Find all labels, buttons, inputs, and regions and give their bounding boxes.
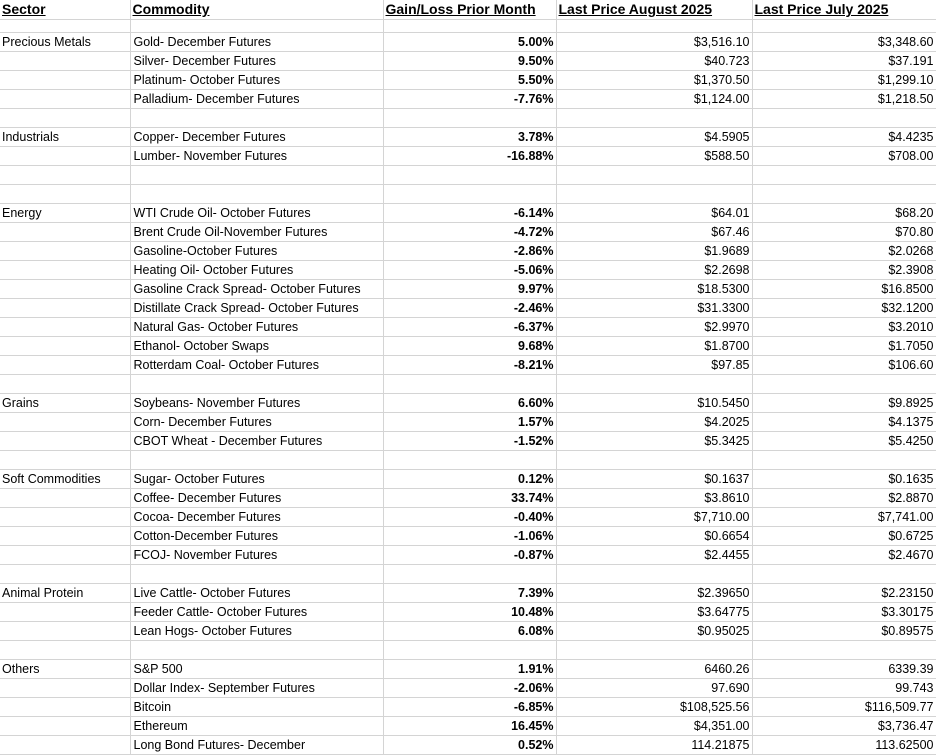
table-row (0, 394, 936, 413)
last-price-july-cell: 6339.39 (752, 660, 936, 679)
last-price-july-cell: $708.00 (752, 147, 936, 166)
gain-loss-cell: 3.78% (383, 128, 556, 147)
last-price-august-cell: $2.2698 (556, 261, 752, 280)
empty-cell (752, 565, 936, 584)
last-price-july-cell: $16.8500 (752, 280, 936, 299)
commodity-cell: Gasoline Crack Spread- October Futures (130, 280, 383, 299)
last-price-august-cell: 6460.26 (556, 660, 752, 679)
empty-cell (752, 451, 936, 470)
last-price-august-cell: $31.3300 (556, 299, 752, 318)
commodity-cell: Lumber- November Futures (130, 147, 383, 166)
sector-cell (0, 90, 130, 109)
last-price-august-cell: $1,124.00 (556, 90, 752, 109)
sector-cell (0, 318, 130, 337)
last-price-july-cell: $2.8870 (752, 489, 936, 508)
empty-cell (752, 20, 936, 33)
empty-cell (0, 451, 130, 470)
sector-cell (0, 527, 130, 546)
commodity-cell: Ethereum (130, 717, 383, 736)
last-price-july-cell: $1,218.50 (752, 90, 936, 109)
table-row (0, 698, 936, 717)
commodity-cell: Silver- December Futures (130, 52, 383, 71)
last-price-july-cell: $4.4235 (752, 128, 936, 147)
sector-cell (0, 356, 130, 375)
sector-cell (0, 603, 130, 622)
last-price-august-cell: $2.39650 (556, 584, 752, 603)
commodity-cell: Coffee- December Futures (130, 489, 383, 508)
last-price-august-cell: $67.46 (556, 223, 752, 242)
blank-row (0, 641, 936, 660)
gain-loss-cell: -6.14% (383, 204, 556, 223)
commodity-cell: Palladium- December Futures (130, 90, 383, 109)
last-price-august-cell: $18.5300 (556, 280, 752, 299)
table-row (0, 736, 936, 755)
gain-loss-cell: 1.57% (383, 413, 556, 432)
last-price-july-cell: 99.743 (752, 679, 936, 698)
gain-loss-cell: -0.87% (383, 546, 556, 565)
empty-cell (752, 109, 936, 128)
table-row (0, 527, 936, 546)
empty-cell (383, 166, 556, 185)
empty-cell (556, 451, 752, 470)
sector-cell: Grains (0, 394, 130, 413)
commodity-cell: Cotton-December Futures (130, 527, 383, 546)
last-price-july-cell: $3.2010 (752, 318, 936, 337)
last-price-july-cell: $0.6725 (752, 527, 936, 546)
last-price-july-cell: $0.1635 (752, 470, 936, 489)
gain-loss-cell: 10.48% (383, 603, 556, 622)
table-body (0, 20, 936, 755)
header-last-price-august: Last Price August 2025 (556, 0, 752, 20)
sector-cell (0, 622, 130, 641)
gain-loss-cell: -6.85% (383, 698, 556, 717)
commodity-cell: Long Bond Futures- December (130, 736, 383, 755)
sector-cell (0, 280, 130, 299)
table-row (0, 204, 936, 223)
empty-cell (130, 375, 383, 394)
empty-cell (0, 641, 130, 660)
table-row (0, 356, 936, 375)
commodity-cell: Gasoline-October Futures (130, 242, 383, 261)
sector-cell: Soft Commodities (0, 470, 130, 489)
last-price-august-cell: $40.723 (556, 52, 752, 71)
last-price-august-cell: $0.95025 (556, 622, 752, 641)
table-row (0, 337, 936, 356)
last-price-july-cell: $0.89575 (752, 622, 936, 641)
empty-cell (556, 109, 752, 128)
sector-cell: Others (0, 660, 130, 679)
last-price-july-cell: $106.60 (752, 356, 936, 375)
sector-cell (0, 223, 130, 242)
commodity-cell: Bitcoin (130, 698, 383, 717)
table-row (0, 90, 936, 109)
table-row (0, 413, 936, 432)
commodity-cell: Dollar Index- September Futures (130, 679, 383, 698)
blank-row (0, 375, 936, 394)
table-row (0, 470, 936, 489)
table-row (0, 52, 936, 71)
last-price-august-cell: $4,351.00 (556, 717, 752, 736)
gain-loss-cell: -0.40% (383, 508, 556, 527)
gain-loss-cell: 7.39% (383, 584, 556, 603)
last-price-july-cell: $68.20 (752, 204, 936, 223)
empty-cell (383, 641, 556, 660)
last-price-july-cell: $3,348.60 (752, 33, 936, 52)
commodity-cell: Cocoa- December Futures (130, 508, 383, 527)
empty-cell (752, 641, 936, 660)
sector-cell: Precious Metals (0, 33, 130, 52)
commodity-cell: S&P 500 (130, 660, 383, 679)
table-row (0, 280, 936, 299)
gain-loss-cell: -4.72% (383, 223, 556, 242)
gain-loss-cell: 5.50% (383, 71, 556, 90)
table-row (0, 717, 936, 736)
last-price-july-cell: $7,741.00 (752, 508, 936, 527)
empty-cell (130, 166, 383, 185)
sector-cell: Energy (0, 204, 130, 223)
commodity-cell: FCOJ- November Futures (130, 546, 383, 565)
last-price-august-cell: 114.21875 (556, 736, 752, 755)
last-price-august-cell: $2.9970 (556, 318, 752, 337)
table-row (0, 318, 936, 337)
gain-loss-cell: -5.06% (383, 261, 556, 280)
empty-cell (556, 20, 752, 33)
commodity-cell: Platinum- October Futures (130, 71, 383, 90)
last-price-july-cell: $2.0268 (752, 242, 936, 261)
last-price-july-cell: $1.7050 (752, 337, 936, 356)
empty-cell (752, 375, 936, 394)
last-price-august-cell: $1.9689 (556, 242, 752, 261)
empty-cell (0, 565, 130, 584)
sector-cell (0, 299, 130, 318)
gain-loss-cell: 1.91% (383, 660, 556, 679)
gain-loss-cell: 9.68% (383, 337, 556, 356)
sector-cell (0, 698, 130, 717)
last-price-july-cell: $2.3908 (752, 261, 936, 280)
table-row (0, 603, 936, 622)
gain-loss-cell: -8.21% (383, 356, 556, 375)
sector-cell (0, 261, 130, 280)
gain-loss-cell: 9.50% (383, 52, 556, 71)
sector-cell (0, 717, 130, 736)
empty-cell (130, 109, 383, 128)
commodity-cell: WTI Crude Oil- October Futures (130, 204, 383, 223)
empty-cell (130, 641, 383, 660)
gain-loss-cell: -6.37% (383, 318, 556, 337)
table-row (0, 242, 936, 261)
header-gain-loss: Gain/Loss Prior Month (383, 0, 556, 20)
empty-cell (383, 109, 556, 128)
commodity-cell: Brent Crude Oil-November Futures (130, 223, 383, 242)
table-row (0, 128, 936, 147)
empty-cell (383, 375, 556, 394)
last-price-august-cell: $4.2025 (556, 413, 752, 432)
empty-cell (130, 565, 383, 584)
empty-cell (752, 166, 936, 185)
table-row (0, 660, 936, 679)
blank-row (0, 109, 936, 128)
last-price-august-cell: $5.3425 (556, 432, 752, 451)
header-commodity: Commodity (130, 0, 383, 20)
empty-cell (383, 451, 556, 470)
last-price-august-cell: $10.5450 (556, 394, 752, 413)
commodity-cell: Natural Gas- October Futures (130, 318, 383, 337)
empty-cell (752, 185, 936, 204)
commodity-cell: Sugar- October Futures (130, 470, 383, 489)
commodity-cell: Lean Hogs- October Futures (130, 622, 383, 641)
commodity-cell: Distillate Crack Spread- October Futures (130, 299, 383, 318)
empty-cell (556, 166, 752, 185)
last-price-july-cell: $5.4250 (752, 432, 936, 451)
gain-loss-cell: -1.06% (383, 527, 556, 546)
last-price-august-cell: $64.01 (556, 204, 752, 223)
gain-loss-cell: 9.97% (383, 280, 556, 299)
empty-cell (130, 20, 383, 33)
empty-cell (0, 109, 130, 128)
commodity-cell: Heating Oil- October Futures (130, 261, 383, 280)
commodity-cell: Corn- December Futures (130, 413, 383, 432)
table-row (0, 261, 936, 280)
header-row (0, 0, 936, 20)
empty-cell (383, 565, 556, 584)
last-price-july-cell: $116,509.77 (752, 698, 936, 717)
empty-cell (0, 166, 130, 185)
blank-row (0, 185, 936, 204)
table-row (0, 299, 936, 318)
empty-cell (556, 185, 752, 204)
empty-cell (556, 565, 752, 584)
last-price-july-cell: $32.1200 (752, 299, 936, 318)
last-price-july-cell: $37.191 (752, 52, 936, 71)
gain-loss-cell: 0.52% (383, 736, 556, 755)
table-row (0, 223, 936, 242)
last-price-july-cell: $4.1375 (752, 413, 936, 432)
commodity-cell: Rotterdam Coal- October Futures (130, 356, 383, 375)
header-sector: Sector (0, 0, 130, 20)
gain-loss-cell: 6.60% (383, 394, 556, 413)
commodity-cell: Feeder Cattle- October Futures (130, 603, 383, 622)
gain-loss-cell: 16.45% (383, 717, 556, 736)
last-price-july-cell: 113.62500 (752, 736, 936, 755)
commodity-cell: CBOT Wheat - December Futures (130, 432, 383, 451)
empty-cell (383, 185, 556, 204)
sector-cell (0, 147, 130, 166)
empty-cell (383, 20, 556, 33)
last-price-august-cell: $2.4455 (556, 546, 752, 565)
empty-cell (0, 375, 130, 394)
commodity-cell: Gold- December Futures (130, 33, 383, 52)
sector-cell (0, 242, 130, 261)
last-price-august-cell: 97.690 (556, 679, 752, 698)
table-row (0, 546, 936, 565)
last-price-august-cell: $588.50 (556, 147, 752, 166)
table-row (0, 508, 936, 527)
empty-cell (556, 375, 752, 394)
last-price-august-cell: $1,370.50 (556, 71, 752, 90)
gain-loss-cell: -1.52% (383, 432, 556, 451)
gain-loss-cell: -2.86% (383, 242, 556, 261)
commodity-cell: Live Cattle- October Futures (130, 584, 383, 603)
blank-row (0, 565, 936, 584)
gain-loss-cell: 6.08% (383, 622, 556, 641)
sector-cell: Animal Protein (0, 584, 130, 603)
last-price-july-cell: $3,736.47 (752, 717, 936, 736)
sector-cell (0, 432, 130, 451)
last-price-august-cell: $4.5905 (556, 128, 752, 147)
gain-loss-cell: -2.46% (383, 299, 556, 318)
blank-row (0, 166, 936, 185)
sector-cell (0, 736, 130, 755)
last-price-august-cell: $3,516.10 (556, 33, 752, 52)
table-row (0, 432, 936, 451)
last-price-july-cell: $1,299.10 (752, 71, 936, 90)
table-row (0, 489, 936, 508)
table-row (0, 33, 936, 52)
sector-cell (0, 546, 130, 565)
empty-cell (130, 185, 383, 204)
table-row (0, 71, 936, 90)
last-price-july-cell: $2.4670 (752, 546, 936, 565)
last-price-july-cell: $2.23150 (752, 584, 936, 603)
gain-loss-cell: -16.88% (383, 147, 556, 166)
table-row (0, 147, 936, 166)
table-row (0, 584, 936, 603)
sector-cell (0, 52, 130, 71)
table-row (0, 622, 936, 641)
last-price-august-cell: $7,710.00 (556, 508, 752, 527)
gain-loss-cell: -7.76% (383, 90, 556, 109)
commodity-cell: Ethanol- October Swaps (130, 337, 383, 356)
sector-cell: Industrials (0, 128, 130, 147)
empty-cell (0, 185, 130, 204)
commodity-cell: Soybeans- November Futures (130, 394, 383, 413)
last-price-july-cell: $3.30175 (752, 603, 936, 622)
sector-cell (0, 71, 130, 90)
empty-cell (556, 641, 752, 660)
sector-cell (0, 679, 130, 698)
last-price-august-cell: $3.8610 (556, 489, 752, 508)
last-price-august-cell: $0.6654 (556, 527, 752, 546)
gain-loss-cell: 33.74% (383, 489, 556, 508)
sector-cell (0, 413, 130, 432)
empty-cell (0, 20, 130, 33)
empty-cell (130, 451, 383, 470)
blank-row (0, 451, 936, 470)
commodity-cell: Copper- December Futures (130, 128, 383, 147)
table-row (0, 679, 936, 698)
last-price-august-cell: $97.85 (556, 356, 752, 375)
header-last-price-july: Last Price July 2025 (752, 0, 936, 20)
last-price-august-cell: $108,525.56 (556, 698, 752, 717)
gain-loss-cell: 0.12% (383, 470, 556, 489)
blank-row (0, 20, 936, 33)
sector-cell (0, 508, 130, 527)
last-price-august-cell: $1.8700 (556, 337, 752, 356)
sector-cell (0, 489, 130, 508)
last-price-august-cell: $3.64775 (556, 603, 752, 622)
gain-loss-cell: 5.00% (383, 33, 556, 52)
last-price-july-cell: $9.8925 (752, 394, 936, 413)
last-price-july-cell: $70.80 (752, 223, 936, 242)
sector-cell (0, 337, 130, 356)
gain-loss-cell: -2.06% (383, 679, 556, 698)
last-price-august-cell: $0.1637 (556, 470, 752, 489)
